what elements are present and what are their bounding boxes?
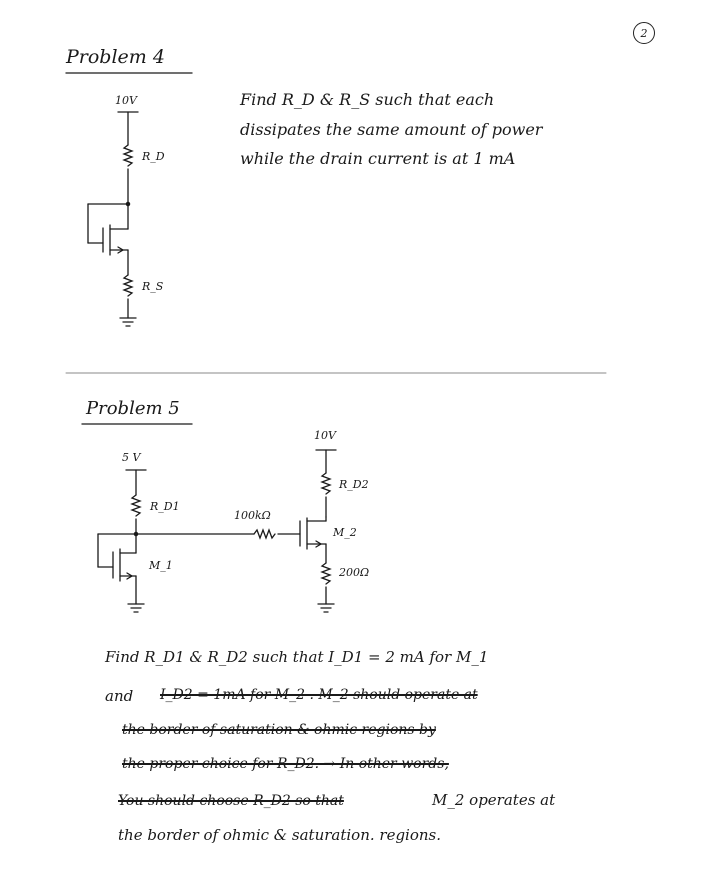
problem4-statement-line-3: while the drain current is at 1 mA (240, 149, 516, 168)
problem4-statement-line-1: Find R_D & R_S such that each (240, 90, 495, 109)
problem5-series-resistor (136, 530, 300, 538)
problem4-circuit (88, 112, 138, 326)
problem5-statement-struck-line-4: the proper choice for R_D2. → In other words, (122, 756, 449, 772)
problem5-statement-line-1: Find R_D1 & R_D2 such that I_D1 = 2 mA for M_1 (105, 648, 489, 666)
problem5-m2-label: M_2 (333, 526, 357, 539)
rd1-resistor-symbol (132, 495, 140, 516)
problem5-rd2-label: R_D2 (339, 478, 369, 491)
problem5-statement-struck-line-3: the border of saturation & ohmic regions by (122, 722, 436, 738)
problem4-rd-label: R_D (142, 150, 165, 163)
rs-resistor-symbol (124, 275, 132, 296)
problem5-supply2-label: 10V (314, 429, 336, 442)
problem5-statement-line-5-rest: M_2 operates at (432, 791, 556, 809)
rd2-resistor-symbol (322, 473, 330, 494)
r200-resistor-symbol (322, 563, 330, 584)
problem4-supply-label: 10V (115, 94, 137, 107)
problem5-circuit-m1 (98, 470, 146, 612)
r100k-resistor-symbol (254, 530, 275, 538)
rd-resistor-symbol (124, 145, 132, 166)
problem5-statement-and: and (105, 687, 134, 705)
problem5-circuit-m2 (300, 450, 336, 612)
problem5-r200-label: 200Ω (339, 566, 370, 579)
problem5-statement-struck-line-5: You should choose R_D2 so that (118, 793, 344, 809)
page-number: 2 (633, 22, 655, 44)
problem5-statement-line-6: the border of ohmic & saturation. regions. (118, 826, 442, 844)
problem5-statement-struck-line-2: I_D2 = 1mA for M_2 . M_2 should operate at (160, 687, 478, 703)
problem5-r100k-label: 100kΩ (234, 509, 271, 522)
problem4-title: Problem 4 (66, 46, 165, 68)
problem5-title: Problem 5 (86, 398, 180, 419)
problem5-m1-label: M_1 (149, 559, 173, 572)
problem4-statement-line-2: dissipates the same amount of power (240, 120, 543, 139)
problem5-supply1-label: 5 V (122, 451, 141, 464)
problem4-rs-label: R_S (142, 280, 164, 293)
problem5-rd1-label: R_D1 (150, 500, 180, 513)
